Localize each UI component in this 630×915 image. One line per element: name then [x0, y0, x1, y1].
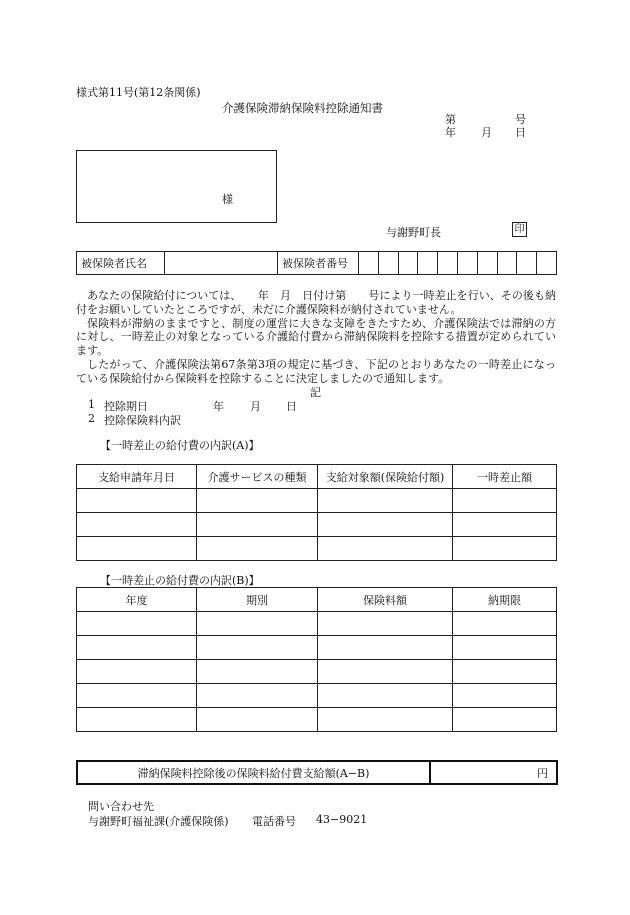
- table-cell[interactable]: [453, 489, 557, 513]
- form-number: 様式第11号(第12条関係): [76, 86, 201, 99]
- table-row: [77, 537, 557, 561]
- table-a-header: 介護サービスの種類: [197, 465, 318, 489]
- insured-table: [76, 251, 557, 275]
- summary-amount-field[interactable]: [430, 761, 557, 784]
- table-cell[interactable]: [77, 513, 197, 537]
- body-paragraph-1: あなたの保険給付については、 年 月 日付け第 号により一時差止を行い、その後も納付をお願いしていたところですが、未だに介護保険料が納付されていません。: [76, 289, 556, 316]
- item-1-number: 1: [88, 398, 95, 411]
- item-2-label: 控除保険料内訳: [104, 414, 181, 427]
- body-paragraph-2: 保険料が滞納のままですと、制度の運営に大きな支障をきたすため、介護保険法では滞納の方に対し、一時差止の対象となっている介護給付費から滞納保険料を控除する措置が定められています。: [76, 316, 556, 358]
- table-cell[interactable]: [77, 660, 197, 684]
- table-a: [76, 464, 557, 561]
- item-1-year: 年: [213, 400, 224, 413]
- table-cell[interactable]: [453, 537, 557, 561]
- table-row: [77, 513, 557, 537]
- document-title: 介護保険滞納保険料控除通知書: [222, 101, 383, 115]
- summary-table: [76, 760, 558, 785]
- insured-number-digit[interactable]: [438, 252, 458, 275]
- table-b-header: 納期限: [453, 588, 557, 612]
- table-row: [77, 708, 557, 732]
- table-cell[interactable]: [318, 708, 453, 732]
- insured-number-digit[interactable]: [398, 252, 418, 275]
- table-a-header: 支給対象額(保険給付額): [318, 465, 453, 489]
- table-row: [77, 489, 557, 513]
- item-2-number: 2: [88, 412, 95, 425]
- table-b-header: 年度: [77, 588, 197, 612]
- table-cell[interactable]: [77, 537, 197, 561]
- table-cell[interactable]: [197, 708, 318, 732]
- addressee-suffix: 様: [222, 193, 233, 206]
- table-cell[interactable]: [453, 708, 557, 732]
- insured-number-digit[interactable]: [517, 252, 537, 275]
- table-cell[interactable]: [453, 513, 557, 537]
- table-a-header: 支給申請年月日: [77, 465, 197, 489]
- date-day: 日: [515, 126, 526, 139]
- table-cell[interactable]: [197, 684, 318, 708]
- contact-heading: 問い合わせ先: [88, 800, 154, 813]
- doc-no-suffix: 号: [515, 113, 526, 126]
- table-a-caption: 【一時差止の給付費の内訳(A)】: [100, 439, 260, 452]
- table-cell[interactable]: [318, 660, 453, 684]
- table-cell[interactable]: [77, 489, 197, 513]
- ki-marker: 記: [310, 386, 321, 399]
- insured-number-digit[interactable]: [477, 252, 497, 275]
- table-b-header: 保険料額: [318, 588, 453, 612]
- date-month: 月: [481, 126, 492, 139]
- summary-label: 滞納保険料控除後の保険料給付費支給額(A−B): [77, 761, 430, 784]
- table-cell[interactable]: [77, 612, 197, 636]
- table-cell[interactable]: [197, 612, 318, 636]
- table-cell[interactable]: [318, 537, 453, 561]
- table-row: [77, 636, 557, 660]
- table-cell[interactable]: [318, 636, 453, 660]
- table-cell[interactable]: [77, 684, 197, 708]
- table-cell[interactable]: [197, 636, 318, 660]
- contact-phone: 43−9021: [316, 813, 368, 826]
- table-cell[interactable]: [453, 684, 557, 708]
- table-row: [77, 684, 557, 708]
- table-cell[interactable]: [318, 684, 453, 708]
- table-cell[interactable]: [453, 660, 557, 684]
- item-1-month: 月: [250, 400, 261, 413]
- item-1-label: 控除期日: [104, 400, 148, 413]
- insured-number-digit[interactable]: [378, 252, 398, 275]
- notice-body: [76, 289, 556, 386]
- contact-department: 与謝野町福祉課(介護保険係): [88, 815, 229, 828]
- addressee-box: [76, 150, 277, 223]
- insured-number-label: 被保険者番号: [278, 252, 359, 275]
- item-1-day: 日: [286, 400, 297, 413]
- insured-number-digit[interactable]: [537, 252, 557, 275]
- table-cell[interactable]: [318, 489, 453, 513]
- table-cell[interactable]: [197, 537, 318, 561]
- insured-number-digit[interactable]: [359, 252, 379, 275]
- table-b-caption: 【一時差止の給付費の内訳(B)】: [100, 574, 260, 587]
- insured-number-digit[interactable]: [457, 252, 477, 275]
- issuer: 与謝野町長: [386, 226, 441, 239]
- date-year: 年: [445, 126, 456, 139]
- table-cell[interactable]: [197, 660, 318, 684]
- insured-number-digit[interactable]: [418, 252, 438, 275]
- table-cell[interactable]: [77, 636, 197, 660]
- contact-phone-label: 電話番号: [252, 815, 296, 828]
- table-cell[interactable]: [318, 513, 453, 537]
- table-b-header: 期別: [197, 588, 318, 612]
- insured-name-label: 被保険者氏名: [77, 252, 165, 275]
- summary-unit: 円: [537, 766, 548, 780]
- table-cell[interactable]: [318, 612, 453, 636]
- official-seal: 印: [512, 222, 527, 237]
- table-cell[interactable]: [197, 513, 318, 537]
- table-row: [77, 612, 557, 636]
- insured-number-digit[interactable]: [497, 252, 517, 275]
- insured-name-field[interactable]: [165, 252, 278, 275]
- table-a-header: 一時差止額: [453, 465, 557, 489]
- table-cell[interactable]: [197, 489, 318, 513]
- body-paragraph-3: したがって、介護保険法第67条第3項の規定に基づき、下記のとおりあなたの一時差止になっている保険給付から保険料を控除することに決定しましたので通知します。: [76, 357, 556, 385]
- table-row: [77, 660, 557, 684]
- table-cell[interactable]: [77, 708, 197, 732]
- table-cell[interactable]: [453, 612, 557, 636]
- table-cell[interactable]: [453, 636, 557, 660]
- doc-no-prefix: 第: [445, 113, 456, 126]
- table-b: [76, 587, 557, 732]
